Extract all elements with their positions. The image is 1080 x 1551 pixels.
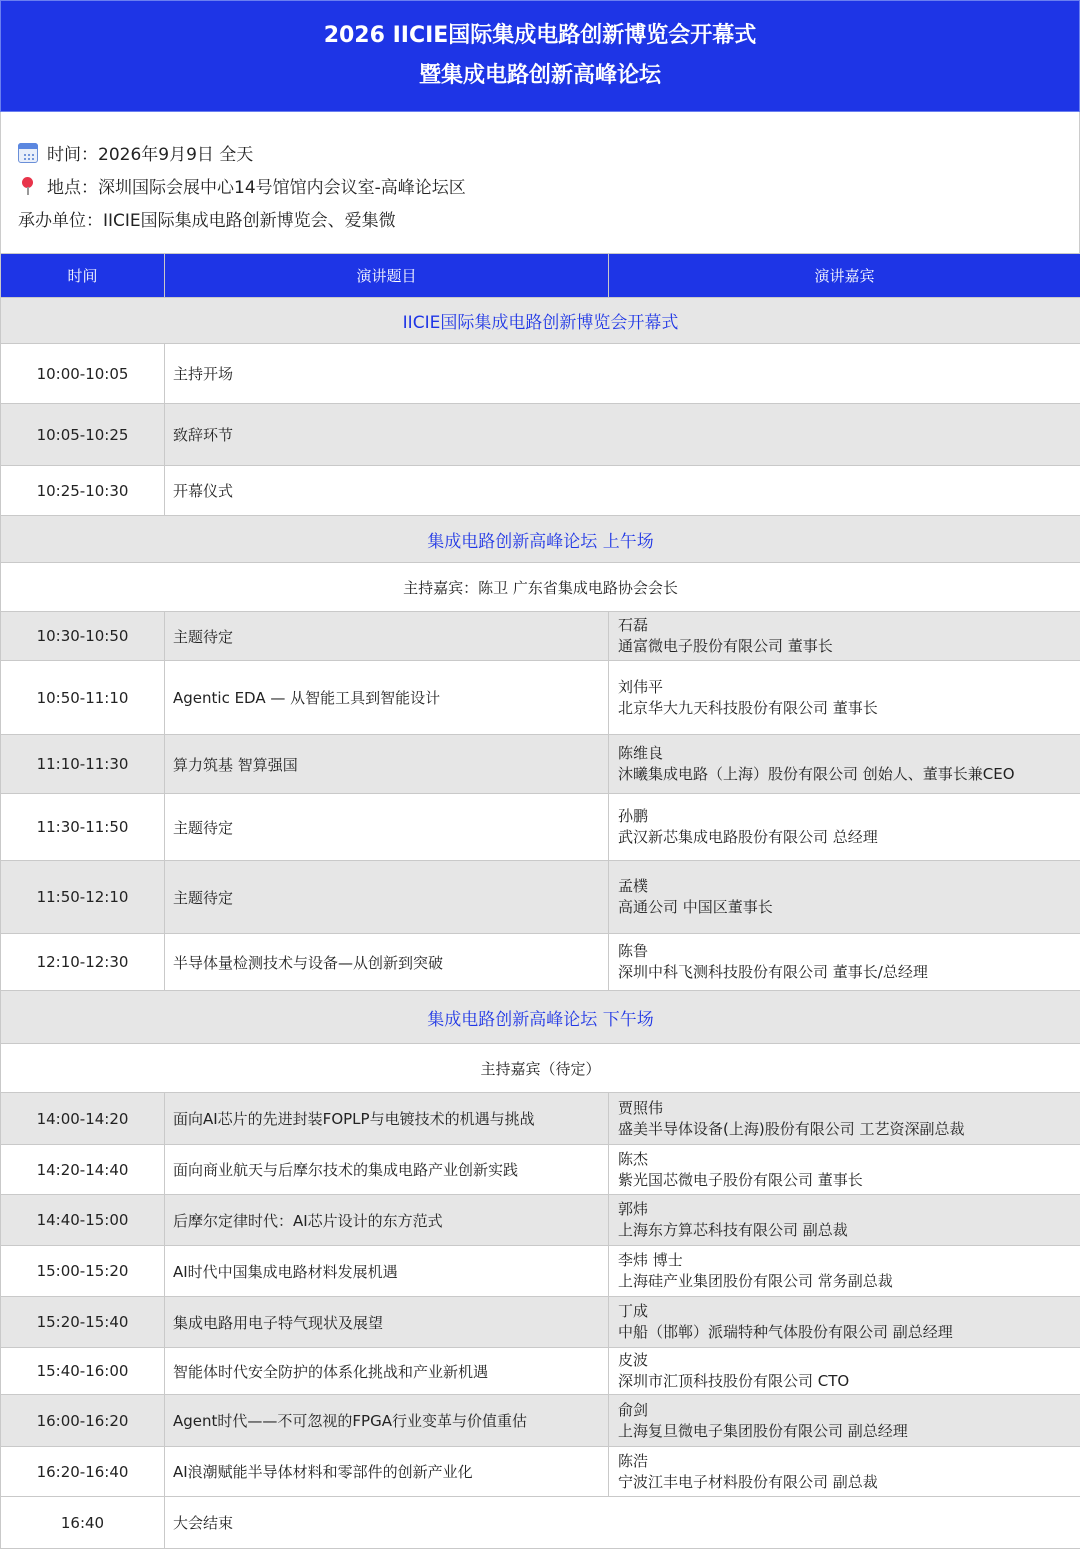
- row-speaker: [609, 1246, 1080, 1297]
- row-topic: 大会结束: [165, 1497, 1080, 1549]
- row-speaker: [609, 861, 1080, 934]
- row-topic: 后摩尔定律时代：AI芯片设计的东方范式: [165, 1195, 609, 1246]
- row-time: 10:50-11:10: [1, 661, 165, 735]
- speaker-name: 陈杰: [618, 1149, 649, 1168]
- title-banner: [0, 0, 1080, 112]
- row-topic: 主持开场: [165, 344, 1080, 404]
- speaker-org: 盛美半导体设备(上海)股份有限公司 工艺资深副总裁: [618, 1119, 965, 1138]
- event-time: [18, 140, 253, 165]
- event-time-text: 时间：2026年9月9日 全天: [47, 145, 254, 165]
- row-topic: 面向商业航天与后摩尔技术的集成电路产业创新实践: [165, 1145, 609, 1195]
- row-time: 15:20-15:40: [1, 1297, 165, 1348]
- host-row: [1, 1044, 1080, 1093]
- section-row: [1, 298, 1080, 344]
- speaker-org: 宁波江丰电子材料股份有限公司 副总裁: [618, 1472, 878, 1491]
- speaker-name: 陈维良: [618, 744, 664, 762]
- speaker-org: 沐曦集成电路（上海）股份有限公司 创始人、董事长兼CEO: [618, 765, 1015, 783]
- table-row: [1, 1395, 1080, 1447]
- event-info: [0, 112, 1080, 253]
- table-row: [1, 1497, 1080, 1549]
- event-location-text: 地点：深圳国际会展中心14号馆馆内会议室-高峰论坛区: [47, 178, 466, 198]
- table-row: [1, 1348, 1080, 1395]
- row-topic: 开幕仪式: [165, 466, 1080, 516]
- table-row: [1, 1093, 1080, 1145]
- table-row: [1, 661, 1080, 735]
- table-row: [1, 612, 1080, 661]
- header-topic: 演讲题目: [165, 254, 609, 298]
- speaker-name: 陈浩: [618, 1451, 649, 1470]
- row-speaker: [609, 1348, 1080, 1395]
- speaker-name: 刘伟平: [618, 677, 664, 696]
- row-time: 11:50-12:10: [1, 861, 165, 934]
- speaker-org: 紫光国芯微电子股份有限公司 董事长: [618, 1170, 863, 1189]
- row-speaker: [609, 1195, 1080, 1246]
- speaker-org: 深圳中科飞测科技股份有限公司 董事长/总经理: [618, 963, 928, 981]
- row-topic: 智能体时代安全防护的体系化挑战和产业新机遇: [165, 1348, 609, 1395]
- row-topic: AI浪潮赋能半导体材料和零部件的创新产业化: [165, 1447, 609, 1497]
- speaker-name: 陈鲁: [618, 942, 649, 960]
- section-title: 集成电路创新高峰论坛 上午场: [1, 516, 1080, 563]
- row-speaker: [609, 934, 1080, 991]
- table-row: [1, 344, 1080, 404]
- row-time: 12:10-12:30: [1, 934, 165, 991]
- table-row: [1, 1195, 1080, 1246]
- event-location: [18, 173, 466, 198]
- row-time: 10:25-10:30: [1, 466, 165, 516]
- table-header: [1, 254, 1080, 298]
- row-topic: 集成电路用电子特气现状及展望: [165, 1297, 609, 1348]
- row-time: 16:20-16:40: [1, 1447, 165, 1497]
- speaker-name: 石磊: [618, 616, 649, 634]
- row-topic: Agentic EDA — 从智能工具到智能设计: [165, 661, 609, 735]
- host-text: 主持嘉宾：陈卫 广东省集成电路协会会长: [1, 563, 1080, 612]
- section-title: 集成电路创新高峰论坛 下午场: [1, 991, 1080, 1044]
- speaker-org: 上海东方算芯科技有限公司 副总裁: [618, 1221, 848, 1239]
- speaker-name: 孟樸: [618, 877, 649, 895]
- row-time: 16:00-16:20: [1, 1395, 165, 1447]
- speaker-name: 李炜 博士: [618, 1251, 683, 1269]
- speaker-org: 中船（邯郸）派瑞特种气体股份有限公司 副总经理: [618, 1323, 953, 1341]
- row-time: 15:40-16:00: [1, 1348, 165, 1395]
- row-speaker: [609, 1395, 1080, 1447]
- row-speaker: [609, 794, 1080, 861]
- row-time: 14:40-15:00: [1, 1195, 165, 1246]
- section-row: [1, 516, 1080, 563]
- table-row: [1, 1246, 1080, 1297]
- row-time: 15:00-15:20: [1, 1246, 165, 1297]
- table-row: [1, 466, 1080, 516]
- calendar-icon: [18, 143, 38, 163]
- row-time: 11:10-11:30: [1, 735, 165, 794]
- header-speaker: 演讲嘉宾: [609, 254, 1080, 298]
- table-row: [1, 794, 1080, 861]
- speaker-org: 通富微电子股份有限公司 董事长: [618, 637, 833, 655]
- row-time: 16:40: [1, 1497, 165, 1549]
- table-row: [1, 1297, 1080, 1348]
- row-time: 14:20-14:40: [1, 1145, 165, 1195]
- row-speaker: [609, 735, 1080, 794]
- speaker-name: 郭炜: [618, 1200, 649, 1218]
- speaker-org: 上海硅产业集团股份有限公司 常务副总裁: [618, 1272, 893, 1290]
- row-topic: 主题待定: [165, 612, 609, 661]
- host-row: [1, 563, 1080, 612]
- row-topic: 致辞环节: [165, 404, 1080, 466]
- table-row: [1, 934, 1080, 991]
- speaker-org: 武汉新芯集成电路股份有限公司 总经理: [618, 828, 878, 846]
- row-topic: Agent时代——不可忽视的FPGA行业变革与价值重估: [165, 1395, 609, 1447]
- speaker-name: 俞剑: [618, 1400, 649, 1419]
- row-topic: 半导体量检测技术与设备—从创新到突破: [165, 934, 609, 991]
- row-time: 14:00-14:20: [1, 1093, 165, 1145]
- row-time: 10:05-10:25: [1, 404, 165, 466]
- row-speaker: [609, 612, 1080, 661]
- row-speaker: [609, 1093, 1080, 1145]
- table-row: [1, 404, 1080, 466]
- speaker-org: 北京华大九天科技股份有限公司 董事长: [618, 698, 878, 717]
- speaker-name: 皮波: [618, 1351, 649, 1369]
- map-pin-icon: [18, 176, 38, 196]
- section-title: IICIE国际集成电路创新博览会开幕式: [1, 298, 1080, 344]
- speaker-org: 上海复旦微电子集团股份有限公司 副总经理: [618, 1421, 908, 1440]
- table-row: [1, 1447, 1080, 1497]
- table-row: [1, 1145, 1080, 1195]
- row-topic: 面向AI芯片的先进封装FOPLP与电镀技术的机遇与挑战: [165, 1093, 609, 1145]
- event-organizer: [18, 206, 396, 231]
- row-speaker: [609, 1447, 1080, 1497]
- row-topic: 主题待定: [165, 794, 609, 861]
- row-topic: AI时代中国集成电路材料发展机遇: [165, 1246, 609, 1297]
- speaker-org: 深圳市汇顶科技股份有限公司 CTO: [618, 1372, 850, 1390]
- row-topic: 主题待定: [165, 861, 609, 934]
- speaker-org: 高通公司 中国区董事长: [618, 898, 773, 916]
- event-organizer-text: 承办单位：IICIE国际集成电路创新博览会、爱集微: [18, 211, 396, 231]
- row-time: 11:30-11:50: [1, 794, 165, 861]
- host-text: 主持嘉宾（待定）: [1, 1044, 1080, 1093]
- table-row: [1, 861, 1080, 934]
- row-speaker: [609, 1297, 1080, 1348]
- speaker-name: 贾照伟: [618, 1098, 664, 1117]
- row-time: 10:00-10:05: [1, 344, 165, 404]
- row-speaker: [609, 661, 1080, 735]
- speaker-name: 丁成: [618, 1302, 649, 1320]
- title-line-1: 2026 IICIE国际集成电路创新博览会开幕式: [323, 23, 757, 48]
- agenda-table: [0, 253, 1080, 1549]
- speaker-name: 孙鹏: [618, 807, 649, 825]
- row-topic: 算力筑基 智算强国: [165, 735, 609, 794]
- table-row: [1, 735, 1080, 794]
- row-time: 10:30-10:50: [1, 612, 165, 661]
- section-row: [1, 991, 1080, 1044]
- title-line-2: 暨集成电路创新高峰论坛: [418, 63, 661, 88]
- header-time: 时间: [1, 254, 165, 298]
- row-speaker: [609, 1145, 1080, 1195]
